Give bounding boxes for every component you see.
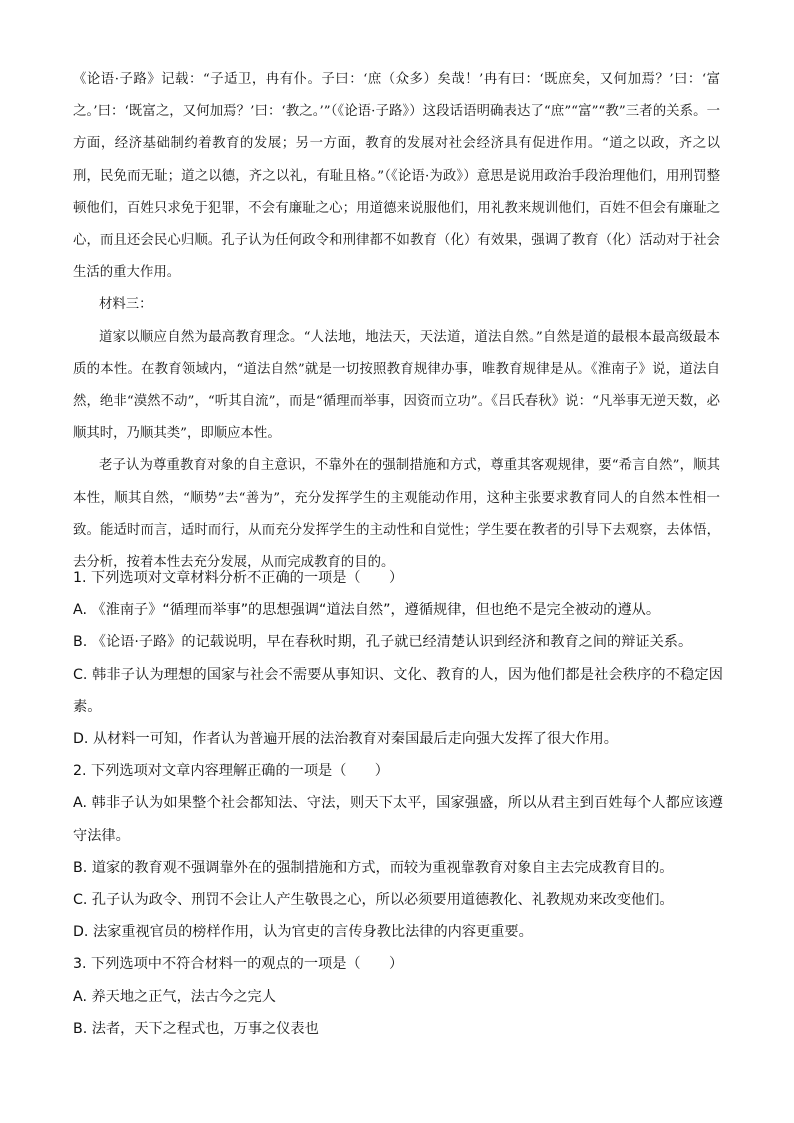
question-3-option-a: A. 养天地之正气，法古今之完人 — [73, 988, 276, 1005]
reading-passage — [73, 64, 720, 579]
question-1-option-c: C. 韩非子认为理想的国家与社会不需要从事知识、文化、教育的人，因为他们都是社会秩序的不稳定因素。 — [73, 666, 723, 715]
question-3-option-b: B. 法者，天下之程式也，万事之仪表也 — [73, 1020, 319, 1037]
question-section — [73, 562, 723, 1045]
question-1-option-b: B. 《论语·子路》的记载说明，早在春秋时期，孔子就已经清楚认识到经济和教育之间的辩证关系。 — [73, 634, 693, 651]
question-1-stem: 1. 下列选项对文章材料分析不正确的一项是（ ） — [73, 570, 404, 586]
passage-paragraph-analects: 《论语·子路》记载：“子适卫，冉有仆。子曰：‘庶（众多）矣哉！’冉有曰：‘既庶矣，又何加焉？’曰：‘富之。’曰：‘既富之，又何加焉？’曰：‘教之。’”（《论语·子路》）这段话语明确表达了“庶”“富”“教”三者的关系。一方面，经济基础制约着教育的发展；另一方面，教育的发展对社会经济具有促进作用。“道之以政，齐之以刑，民免而无耻；道之以德，齐之以礼，有耻且格。”（《论语·为政》）意思是说用政治手段治理他们，用刑罚整顿他们，百姓只求免于犯罪，不会有廉耻之心；用道德来说服他们，用礼教来规训他们，百姓不但会有廉耻之心，而且还会民心归顺。孔子认为任何政令和刑律都不如教育（化）有效果，强调了教育（化）活动对于社会生活的重大作用。 — [73, 72, 720, 281]
question-2-option-d: D. 法家重视官员的榜样作用，认为官吏的言传身教比法律的内容更重要。 — [73, 924, 533, 941]
question-2-stem: 2. 下列选项对文章内容理解正确的一项是（ ） — [73, 763, 389, 780]
question-1-option-a: A. 《淮南子》“循理而举事”的思想强调“道法自然”，遵循规律，但也绝不是完全被动的遵从。 — [73, 602, 661, 619]
question-1-option-d: D. 从材料一可知，作者认为普遍开展的法治教育对秦国最后走向强大发挥了很大作用。 — [73, 731, 618, 748]
question-2-option-c: C. 孔子认为政令、刑罚不会让人产生敬畏之心，所以必须要用道德教化、礼教规劝来改变他们。 — [73, 892, 674, 909]
material-three-heading: 材料三： — [99, 297, 153, 313]
question-3-stem: 3. 下列选项中不符合材料一的观点的一项是（ ） — [73, 956, 404, 973]
passage-paragraph-laozi: 老子认为尊重教育对象的自主意识，不靠外在的强制措施和方式，尊重其客观规律，要“希言自然”，顺其本性，顺其自然，“顺势”去“善为”，充分发挥学生的主观能动作用，这种主张要求教育同人的自然本性相一致。能适时而言，适时而行，从而充分发挥学生的主动性和自觉性；学生要在教者的引导下去观察，去体悟，去分析，按着本性去充分发展，从而完成教育的目的。 — [73, 458, 720, 571]
question-2-option-b: B. 道家的教育观不强调靠外在的强制措施和方式，而较为重视靠教育对象自主去完成教育目的。 — [73, 859, 674, 876]
passage-paragraph-taoism: 道家以顺应自然为最高教育理念。“人法地，地法天，天法道，道法自然。”自然是道的最根本最高级最本质的本性。在教育领域内，“道法自然”就是一切按照教育规律办事，唯教育规律是从。《淮南子》说，道法自然，绝非“漠然不动”，“听其自流”，而是“循理而举事，因资而立功”。《吕氏春秋》说：“凡举事无逆天数，必顺其时，乃顺其类”，即顺应本性。 — [73, 329, 720, 442]
question-2-option-a: A. 韩非子认为如果整个社会都知法、守法，则天下太平，国家强盛，所以从君主到百姓每个人都应该遵守法律。 — [73, 795, 723, 844]
